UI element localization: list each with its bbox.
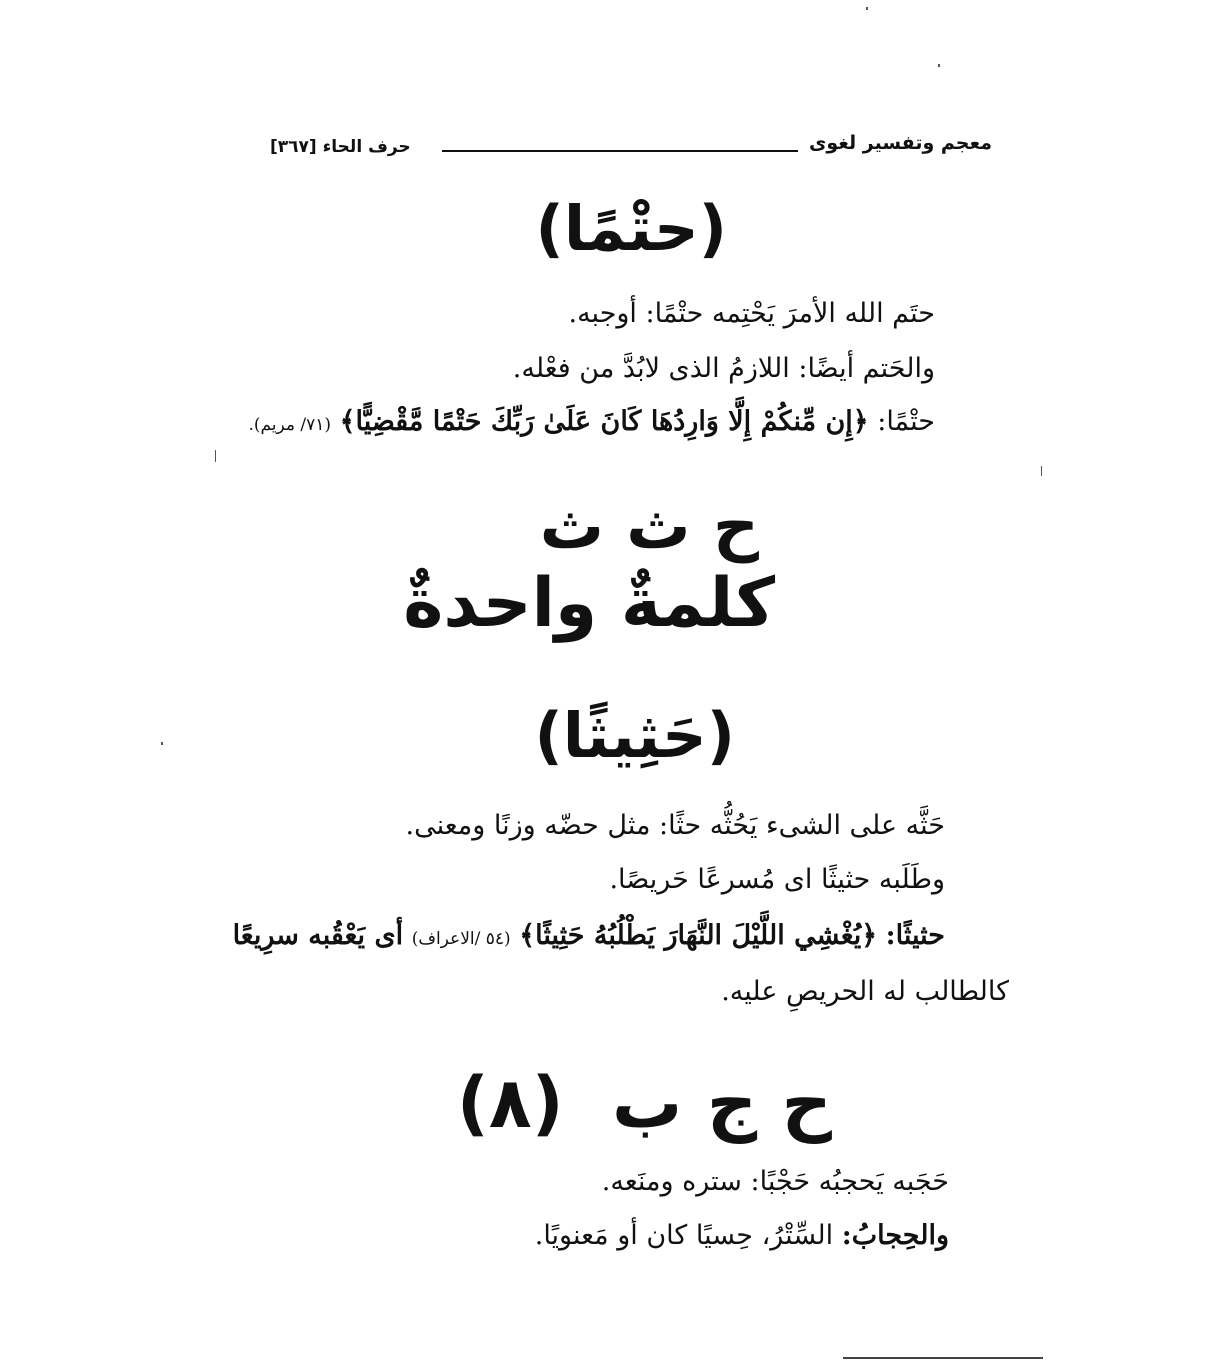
root-subtitle: كلمةٌ واحدةٌ xyxy=(403,564,775,643)
running-header-section: حرف الحاء [٣٦٧] xyxy=(270,137,411,157)
scan-speck xyxy=(866,7,868,10)
explanation-text: أى يَعْقُبه سرِيعًا xyxy=(232,920,404,951)
page-edge-rule xyxy=(843,1357,1043,1359)
root-letters: ح ج ب xyxy=(612,1062,832,1144)
quran-citation: (٥٤ /الاعراف) xyxy=(411,929,511,949)
definition-line: وطَلَبه حثيثًا اى مُسرعًا حَريصًا. xyxy=(609,864,945,895)
definition-text: السِّتْرُ، حِسيًا كان أو مَعنويًا. xyxy=(534,1220,834,1251)
usage-label: حثيثًا: xyxy=(885,920,945,951)
definition-line: والحَتم أيضًا: اللازمُ الذى لابُدَّ من فعْله. xyxy=(512,353,935,384)
definition-line: حَثَّه على الشىء يَحُثُّه حثًا: مثل حضّه وزنًا ومعنى. xyxy=(405,810,945,841)
running-header-title: معجم وتفسير لغوى xyxy=(808,132,992,154)
scan-speck xyxy=(161,742,163,745)
scan-speck xyxy=(1041,466,1042,476)
entry-heading-hathithan: (حَثِيثًا) xyxy=(534,699,735,772)
quran-quote: ﴿إِن مِّنكُمْ إِلَّا وَارِدُهَا كَانَ عَلَىٰ رَبِّكَ حَتْمًا مَّقْضِيًّا﴾ xyxy=(339,406,869,437)
definition-line: حتَم الله الأمرَ يَحْتِمه حتْمًا: أوجبه. xyxy=(568,298,935,329)
root-heading xyxy=(456,1062,832,1144)
quran-citation: (٧١/ مريم). xyxy=(248,415,332,435)
continuation-line: كالطالب له الحريصِ عليه. xyxy=(721,976,1009,1007)
quran-quote: ﴿يُغْشِي اللَّيْلَ النَّهَارَ يَطْلُبُهُ حَثِيثًا﴾ xyxy=(519,920,878,951)
entry-heading-hatman: (حتْمًا) xyxy=(535,192,727,265)
definition-line: حَجَبه يَحجبُه حَجْبًا: ستره ومنَعه. xyxy=(601,1166,949,1197)
root-word-count: (٨) xyxy=(456,1062,564,1144)
definition-line xyxy=(535,1222,949,1249)
root-heading: ح ث ث xyxy=(539,490,759,564)
usage-label: حتْمًا: xyxy=(877,406,935,437)
usage-line xyxy=(233,922,945,949)
defined-term: والحِجابُ: xyxy=(841,1220,949,1251)
scan-speck xyxy=(938,64,940,67)
usage-line xyxy=(248,408,935,435)
header-rule xyxy=(442,150,798,152)
scan-speck xyxy=(215,450,216,462)
